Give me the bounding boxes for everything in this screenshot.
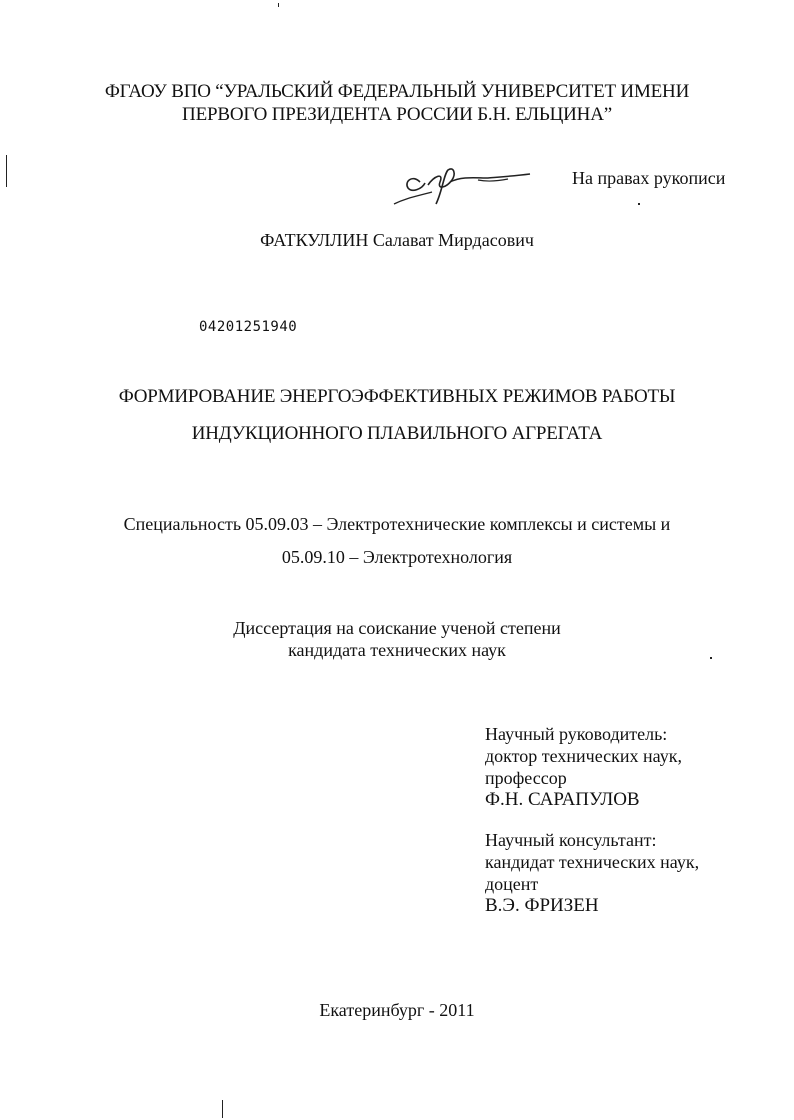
institution-line-2: ПЕРВОГО ПРЕЗИДЕНТА РОССИИ Б.Н. ЕЛЬЦИНА”: [182, 104, 612, 125]
manuscript-rights-label: На правах рукописи: [572, 168, 726, 188]
degree-line-2: кандидата технических наук: [288, 640, 506, 660]
specialty: [0, 508, 794, 574]
institution-line-1: ФГАОУ ВПО “УРАЛЬСКИЙ ФЕДЕРАЛЬНЫЙ УНИВЕРСИТЕТ ИМЕНИ: [104, 81, 690, 102]
specialty-line-1: Специальность 05.09.03 – Электротехнические комплексы и системы и: [123, 514, 671, 534]
title-line-1: ФОРМИРОВАНИЕ ЭНЕРГОЭФФЕКТИВНЫХ РЕЖИМОВ РАБОТЫ: [118, 386, 676, 407]
consultant-degree: кандидат технических наук,: [485, 852, 700, 872]
degree-statement: [0, 617, 794, 661]
author-name: ФАТКУЛЛИН Салават Мирдасович: [260, 230, 534, 250]
specialty-line-2: 05.09.10 – Электротехнология: [281, 547, 513, 567]
supervisor-role: Научный руководитель:: [485, 724, 668, 744]
document-number: 04201251940: [199, 319, 298, 335]
institution-header: [0, 80, 794, 126]
dissertation-title: [0, 378, 794, 452]
scan-speck: [278, 3, 279, 7]
handwritten-signature: [392, 152, 542, 212]
scan-speck: [222, 1100, 223, 1118]
supervisor-block: [485, 723, 682, 811]
consultant-block: [485, 829, 699, 917]
consultant-rank: доцент: [485, 874, 539, 894]
margin-mark: [6, 155, 7, 187]
consultant-name: В.Э. ФРИЗЕН: [485, 895, 599, 916]
supervisor-name: Ф.Н. САРАПУЛОВ: [485, 789, 640, 810]
degree-line-1: Диссертация на соискание ученой степени: [233, 618, 561, 638]
consultant-role: Научный консультант:: [485, 830, 657, 850]
supervisor-rank: профессор: [485, 768, 567, 788]
supervisor-degree: доктор технических наук,: [485, 746, 682, 766]
scan-speck: [638, 203, 640, 205]
title-line-2: ИНДУКЦИОННОГО ПЛАВИЛЬНОГО АГРЕГАТА: [191, 423, 603, 444]
city-year: Екатеринбург - 2011: [319, 1000, 475, 1020]
